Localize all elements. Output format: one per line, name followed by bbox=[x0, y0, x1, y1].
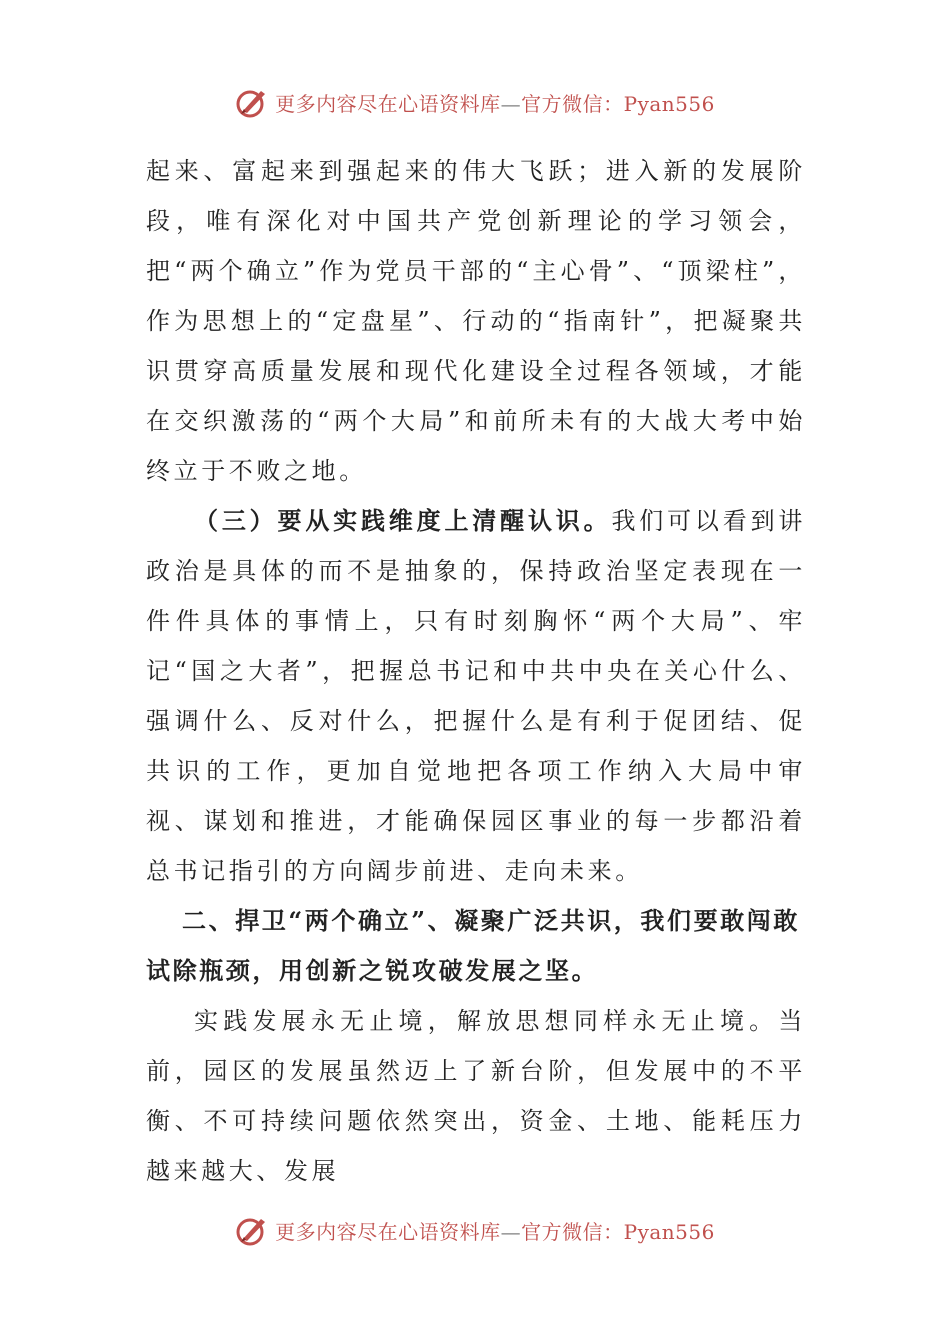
paragraph-2-text: 我们可以看到讲政治是具体的而不是抽象的，保持政治坚定表现在一件件具体的事情上，只有时刻胸怀“两个大局”、牢记“国之大者”，把握总书记和中共中央在关心什么、强调什么、反对什么，把握什么是有利于促团结、促共识的工作，更加自觉地把各项工作纳入大局中审视、谋划和推进，才能确保园区事业的每一步都沿着总书记指引的方向阔步前进、走向未来。 bbox=[146, 507, 807, 885]
wechat-id: 官方微信：Pyan556 bbox=[521, 91, 715, 116]
section-3-title: （三）要从实践维度上清醒认识。 bbox=[194, 506, 612, 535]
paragraph-1: 起来、富起来到强起来的伟大飞跃；进入新的发展阶段，唯有深化对中国共产党创新理论的学习领会，把“两个确立”作为党员干部的“主心骨”、“顶梁柱”，作为思想上的“定盘星”、行动的“指南针”，把凝聚共识贯穿高质量发展和现代化建设全过程各领域，才能在交织激荡的“两个大局”和前所未有的大战大考中始终立于不败之地。 bbox=[146, 157, 806, 485]
brand-name: 更多内容尽在心语资料库 bbox=[275, 91, 501, 116]
wechat-id: 官方微信：Pyan556 bbox=[521, 1219, 715, 1244]
section-heading-2: 二、捍卫“两个确立”、凝聚广泛共识，我们要敢闯敢试除瓶颈，用创新之锐攻破发展之坚。 bbox=[146, 906, 801, 985]
document-body bbox=[146, 146, 806, 1196]
footer-watermark bbox=[0, 1210, 950, 1250]
quill-logo-icon bbox=[235, 85, 269, 119]
brand-name: 更多内容尽在心语资料库 bbox=[275, 1219, 501, 1244]
brand-dash: — bbox=[500, 91, 522, 116]
quill-logo-icon bbox=[235, 1213, 269, 1247]
paragraph-3: 实践发展永无止境，解放思想同样永无止境。当前，园区的发展虽然迈上了新台阶，但发展中的不平衡、不可持续问题依然突出，资金、土地、能耗压力越来越大、发展 bbox=[146, 1007, 806, 1185]
brand-line bbox=[275, 88, 715, 117]
paragraph-2 bbox=[146, 496, 806, 896]
brand-line bbox=[275, 1216, 715, 1245]
brand-dash: — bbox=[500, 1219, 522, 1244]
header-watermark bbox=[0, 82, 950, 122]
